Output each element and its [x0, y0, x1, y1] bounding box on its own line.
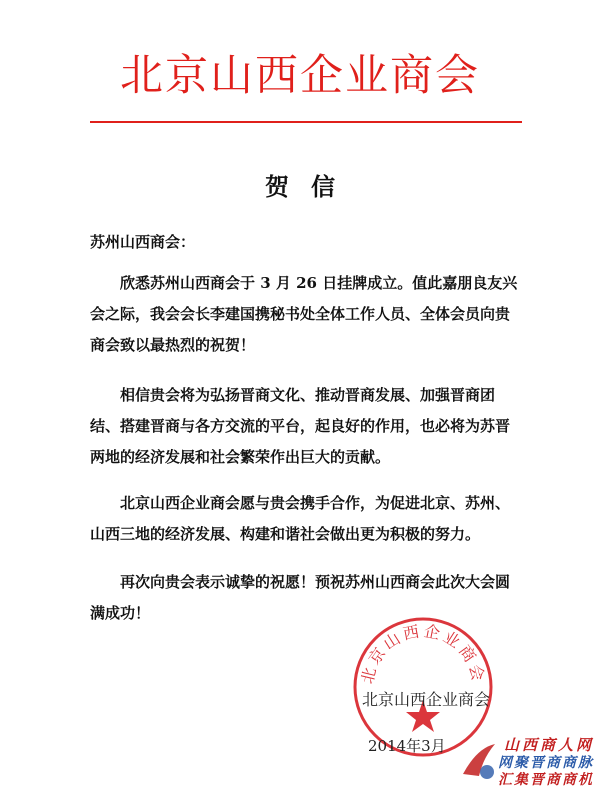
watermark-line-2: 网聚晋商商脉: [498, 755, 594, 771]
letter-paragraph: 相信贵会将为弘扬晋商文化、推动晋商发展、加强晋商团结、搭建晋商与各方交流的平台，起良好的作用，也必将为苏晋两地的经济发展和社会繁荣作出巨大的贡献。: [90, 386, 511, 466]
letter-paragraph: 北京山西企业商会愿与贵会携手合作，为促进北京、苏州、山西三地的经济发展、构建和谐社会做出更为积极的努力。: [90, 494, 511, 543]
letter-signature: 北京山西企业商会: [362, 690, 491, 709]
svg-text:北京山西企业商会: 北京山西企业商会: [357, 621, 489, 686]
letter-salutation: 苏州山西商会：: [90, 233, 196, 251]
watermark-line-1: 山西商人网: [503, 736, 594, 754]
letter-title: 贺信: [265, 173, 357, 201]
letter-date: 2014年3月: [368, 737, 446, 755]
letter-paragraph: 欣悉苏州山西商会于 3 月 26 日挂牌成立。值此嘉朋良友兴会之际，我会会长李建国携秘书处全体工作人员、全体会员向贵商会致以最热烈的祝贺！: [90, 274, 518, 354]
watermark-logo-icon: [457, 736, 501, 786]
site-watermark: [455, 732, 600, 790]
letter-paragraph: 再次向贵会表示诚挚的祝愿！预祝苏州山西商会此次大会圆满成功！: [90, 573, 511, 622]
letterhead-divider: [90, 121, 522, 123]
letterhead-title: 北京山西企业商会: [120, 51, 480, 101]
watermark-line-3: 汇集晋商商机: [498, 772, 594, 788]
